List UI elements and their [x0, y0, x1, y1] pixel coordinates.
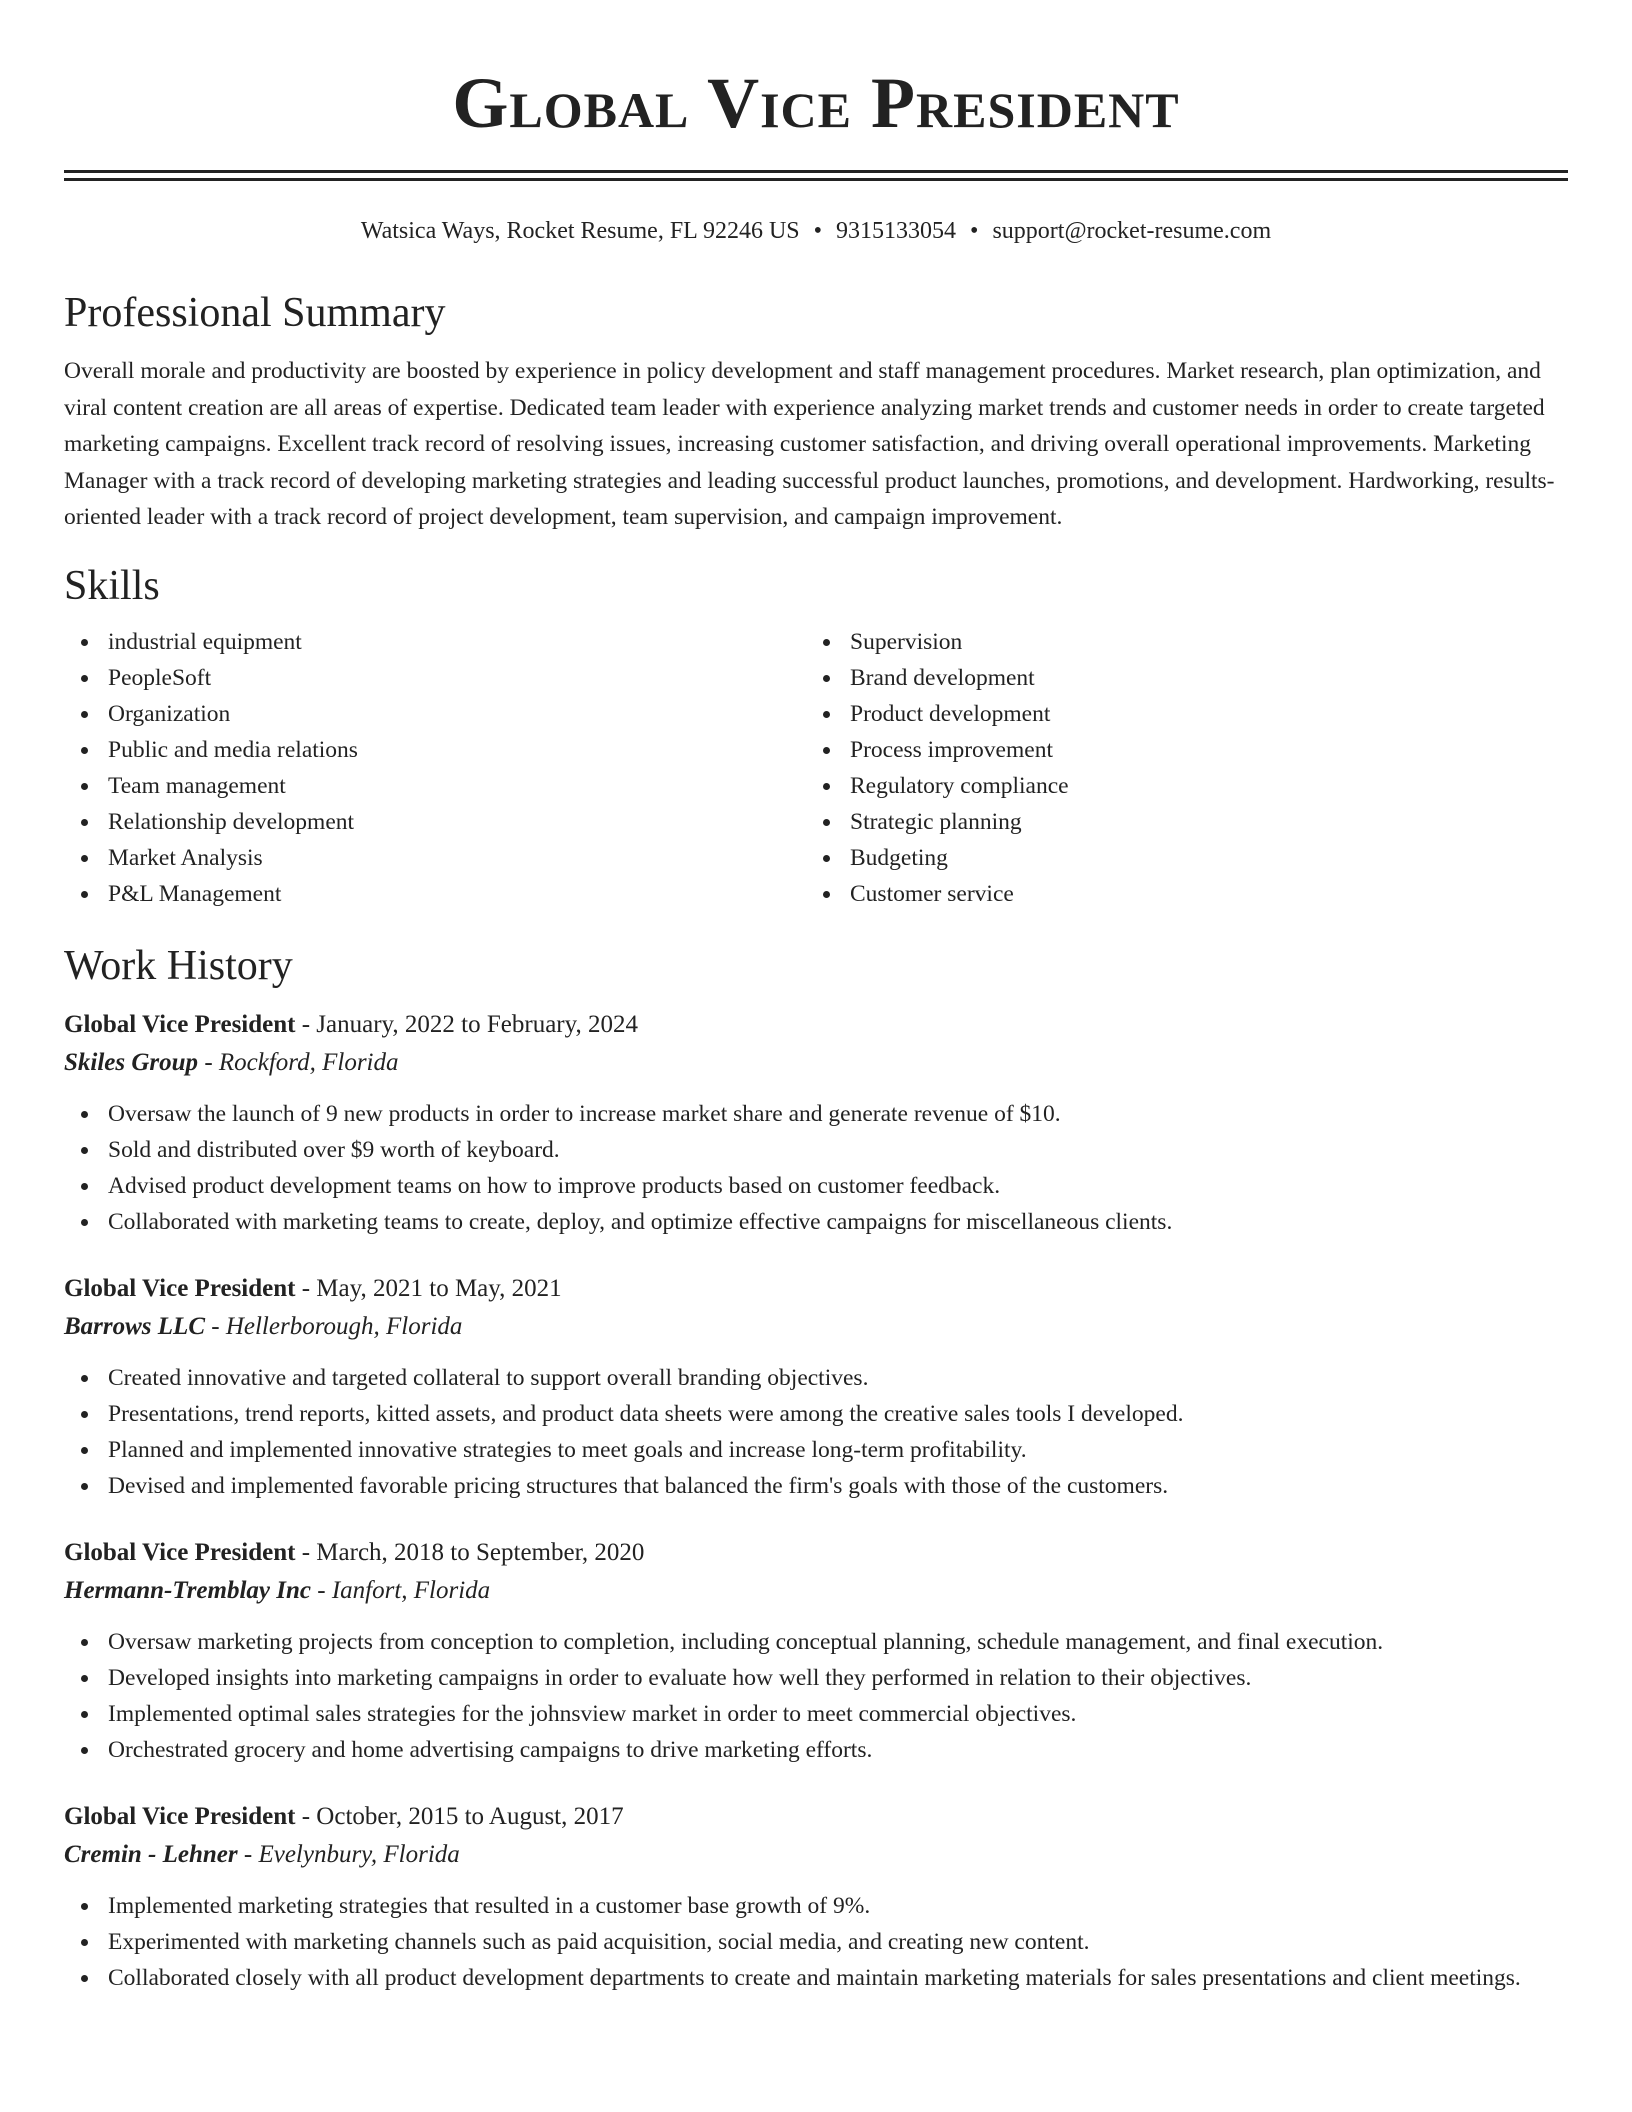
job-heading [64, 1534, 1568, 1572]
job-bullet: Created innovative and targeted collateral to support overall branding objectives. [64, 1360, 1568, 1396]
job-heading [64, 1798, 1568, 1836]
job-company-line [64, 1308, 1568, 1346]
job-company-line [64, 1572, 1568, 1610]
contact-address: Watsica Ways, Rocket Resume, FL 92246 US [360, 218, 800, 244]
skill-item: Market Analysis [64, 840, 806, 876]
job-company-line [64, 1836, 1568, 1874]
job-bullets [64, 1624, 1568, 1768]
skill-item: Customer service [806, 876, 1548, 912]
skills-list-right [806, 624, 1548, 912]
job-entry [64, 1534, 1568, 1768]
job-dates: - October, 2015 to August, 2017 [295, 1802, 624, 1830]
job-bullet: Developed insights into marketing campaigns in order to evaluate how well they performed in relation to their objectives. [64, 1660, 1568, 1696]
job-company-line [64, 1044, 1568, 1082]
header-double-rule [64, 170, 1568, 181]
skill-item: PeopleSoft [64, 660, 806, 696]
skills-columns [64, 624, 1568, 912]
skill-item: Product development [806, 696, 1548, 732]
skill-item: Strategic planning [806, 804, 1548, 840]
skill-item: Public and media relations [64, 732, 806, 768]
work-history-heading: Work History [64, 942, 293, 989]
job-location: - Evelynbury, Florida [237, 1840, 460, 1868]
job-role: Global Vice President [64, 1010, 296, 1038]
skill-item: Regulatory compliance [806, 768, 1548, 804]
skill-item: Organization [64, 696, 806, 732]
skills-heading: Skills [64, 562, 160, 609]
contact-line [64, 215, 1568, 247]
job-bullet: Collaborated with marketing teams to create, deploy, and optimize effective campaigns for miscellaneous clients. [64, 1204, 1568, 1240]
skill-item: Budgeting [806, 840, 1548, 876]
summary-text: Overall morale and productivity are boosted by experience in policy development and staff management procedures. Market research, plan optimization, and viral content creation are all areas of expertise. Dedicated team leader with experience analyzing market trends and customer needs in order to create targeted marketing campaigns. Excellent track record of resolving issues, increasing customer satisfaction, and driving overall operational improvements. Marketing Manager with a track record of developing marketing strategies and leading successful product launches, promotions, and development. Hardworking, results-oriented leader with a track record of project development, team supervision, and campaign improvement. [64, 358, 1555, 530]
job-bullet: Advised product development teams on how to improve products based on customer feedback. [64, 1168, 1568, 1204]
skills-list-left [64, 624, 806, 912]
resume-name: Global Vice President [452, 63, 1180, 143]
job-bullet: Sold and distributed over $9 worth of keyboard. [64, 1132, 1568, 1168]
job-company: Skiles Group [64, 1048, 199, 1076]
job-bullet: Implemented optimal sales strategies for the johnsview market in order to meet commercial objectives. [64, 1696, 1568, 1732]
skill-item: Process improvement [806, 732, 1548, 768]
job-bullet: Oversaw the launch of 9 new products in order to increase market share and generate revenue of $10. [64, 1096, 1568, 1132]
job-entry [64, 1798, 1568, 1996]
skill-item: P&L Management [64, 876, 806, 912]
job-dates: - May, 2021 to May, 2021 [295, 1274, 562, 1302]
job-bullet: Presentations, trend reports, kitted assets, and product data sheets were among the creative sales tools I developed. [64, 1396, 1568, 1432]
job-company: Cremin - Lehner [64, 1840, 238, 1868]
job-bullets [64, 1360, 1568, 1504]
contact-separator: • [813, 218, 823, 244]
skill-item: industrial equipment [64, 624, 806, 660]
job-location: - Hellerborough, Florida [205, 1312, 463, 1340]
job-entry [64, 1006, 1568, 1240]
job-bullet: Collaborated closely with all product development departments to create and maintain marketing materials for sales presentations and client meetings. [64, 1960, 1568, 1996]
job-entry [64, 1270, 1568, 1504]
job-role: Global Vice President [64, 1538, 296, 1566]
job-location: - Ianfort, Florida [311, 1576, 491, 1604]
job-company: Hermann-Tremblay Inc [64, 1576, 311, 1604]
job-bullet: Planned and implemented innovative strategies to meet goals and increase long-term profitability. [64, 1432, 1568, 1468]
contact-phone: 9315133054 [836, 218, 957, 244]
job-bullets [64, 1888, 1568, 1996]
job-company: Barrows LLC [64, 1312, 206, 1340]
skill-item: Relationship development [64, 804, 806, 840]
job-bullets [64, 1096, 1568, 1240]
job-heading [64, 1270, 1568, 1308]
contact-email: support@rocket-resume.com [992, 218, 1272, 244]
contact-separator: • [970, 218, 979, 244]
job-location: - Rockford, Florida [198, 1048, 399, 1076]
skill-item: Supervision [806, 624, 1548, 660]
job-role: Global Vice President [64, 1274, 296, 1302]
job-bullet: Devised and implemented favorable pricing structures that balanced the firm's goals with those of the customers. [64, 1468, 1568, 1504]
summary-heading: Professional Summary [64, 290, 446, 336]
skill-item: Team management [64, 768, 806, 804]
job-heading [64, 1006, 1568, 1044]
job-role: Global Vice President [64, 1802, 296, 1830]
skill-item: Brand development [806, 660, 1548, 696]
job-bullet: Oversaw marketing projects from conception to completion, including conceptual planning, schedule management, and final execution. [64, 1624, 1568, 1660]
job-dates: - January, 2022 to February, 2024 [295, 1010, 639, 1038]
job-dates: - March, 2018 to September, 2020 [295, 1538, 645, 1566]
job-bullet: Orchestrated grocery and home advertising campaigns to drive marketing efforts. [64, 1732, 1568, 1768]
job-bullet: Experimented with marketing channels such as paid acquisition, social media, and creating new content. [64, 1924, 1568, 1960]
job-bullet: Implemented marketing strategies that resulted in a customer base growth of 9%. [64, 1888, 1568, 1924]
